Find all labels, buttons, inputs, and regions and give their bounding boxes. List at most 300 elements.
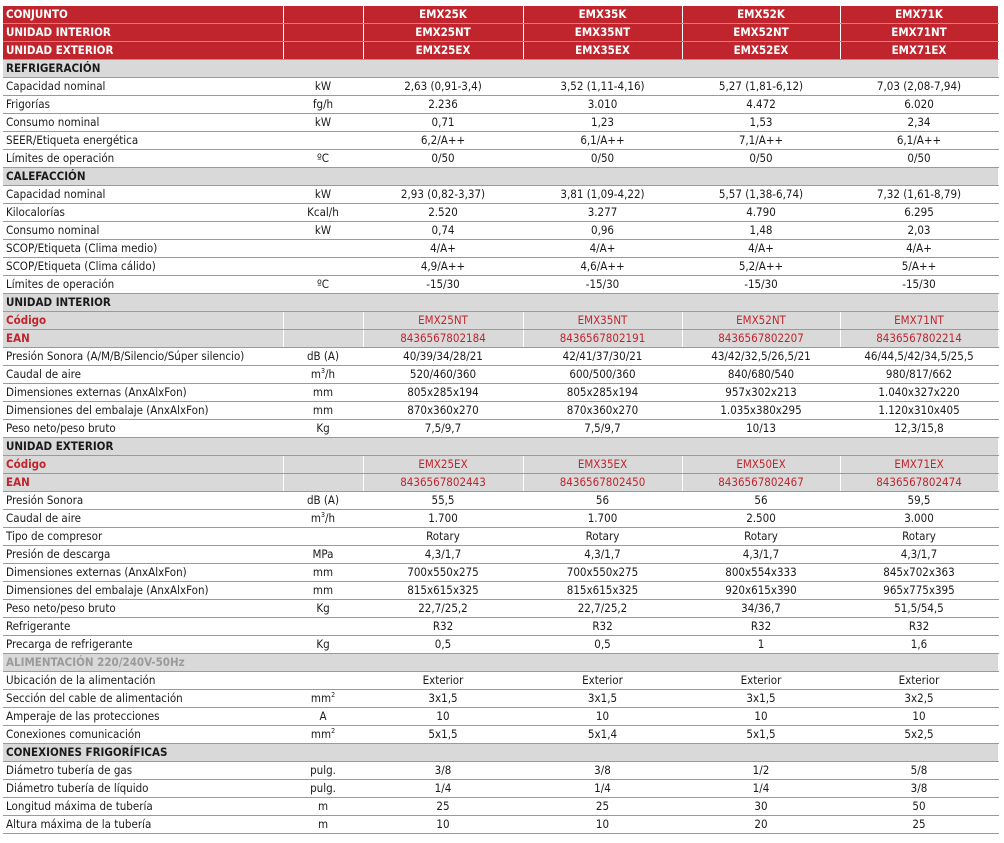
spec-unit — [283, 690, 363, 708]
spec-row — [3, 726, 998, 744]
spec-row — [3, 132, 998, 150]
spec-value: 10 — [363, 708, 523, 726]
spec-value: 0/50 — [840, 150, 998, 168]
spec-value: 5x2,5 — [840, 726, 998, 744]
spec-value: -15/30 — [523, 276, 682, 294]
unit-text: dB (A) — [306, 349, 340, 363]
spec-unit — [283, 348, 363, 366]
header-unit-cell — [283, 42, 363, 60]
spec-row — [3, 510, 998, 528]
unit-text: Kg — [316, 637, 330, 651]
spec-unit — [283, 204, 363, 222]
unit-text: mm — [312, 565, 334, 579]
spec-row — [3, 762, 998, 780]
spec-value: 56 — [682, 492, 840, 510]
unit-suffix: /h — [325, 367, 336, 381]
model-name: EMX71EX — [840, 42, 998, 60]
spec-value: 6,2/A++ — [363, 132, 523, 150]
spec-value: 30 — [682, 798, 840, 816]
spec-value: 4/A+ — [682, 240, 840, 258]
ean-code: 8436567802191 — [523, 330, 682, 348]
unit-superscript: 3 — [321, 511, 326, 520]
spec-value: 10 — [523, 816, 682, 834]
spec-value: 22,7/25,2 — [523, 600, 682, 618]
spec-value: -15/30 — [363, 276, 523, 294]
spec-table — [3, 6, 999, 834]
spec-unit — [283, 798, 363, 816]
spec-value: 6,1/A++ — [840, 132, 998, 150]
spec-value: 7,1/A++ — [682, 132, 840, 150]
spec-row — [3, 618, 998, 636]
spec-row — [3, 690, 998, 708]
spec-row — [3, 150, 998, 168]
spec-value: 920x615x390 — [682, 582, 840, 600]
unit-text: mm — [312, 583, 334, 597]
spec-value: 46/44,5/42/34,5/25,5 — [840, 348, 998, 366]
spec-value: 2.520 — [363, 204, 523, 222]
spec-label: SCOP/Etiqueta (Clima cálido) — [3, 258, 283, 276]
spec-row — [3, 204, 998, 222]
spec-value: 4,3/1,7 — [682, 546, 840, 564]
spec-value: Rotary — [682, 528, 840, 546]
unit-text: pulg. — [310, 781, 336, 795]
spec-value: 4,3/1,7 — [363, 546, 523, 564]
section-title: CALEFACCIÓN — [3, 168, 998, 186]
spec-value: -15/30 — [840, 276, 998, 294]
spec-value: 1.040x327x220 — [840, 384, 998, 402]
ean-label: EAN — [3, 474, 283, 492]
spec-value: 40/39/34/28/21 — [363, 348, 523, 366]
model-name: EMX35K — [523, 6, 682, 24]
spec-value: 0,71 — [363, 114, 523, 132]
spec-value: R32 — [840, 618, 998, 636]
spec-row — [3, 222, 998, 240]
spec-value: 800x554x333 — [682, 564, 840, 582]
unit-text: m — [317, 817, 329, 831]
spec-value: 10 — [840, 708, 998, 726]
spec-value: 1/4 — [682, 780, 840, 798]
spec-row — [3, 402, 998, 420]
unit-text: mm — [312, 403, 334, 417]
spec-unit — [283, 114, 363, 132]
spec-value: Exterior — [363, 672, 523, 690]
spec-value: 22,7/25,2 — [363, 600, 523, 618]
spec-value: 3,52 (1,11-4,16) — [523, 78, 682, 96]
unit-text: mm — [310, 691, 332, 705]
spec-label: Consumo nominal — [3, 222, 283, 240]
spec-value: 5,27 (1,81-6,12) — [682, 78, 840, 96]
spec-value: 1,48 — [682, 222, 840, 240]
model-name: EMX71NT — [840, 24, 998, 42]
spec-row — [3, 96, 998, 114]
unit-text: Kcal/h — [307, 205, 339, 219]
spec-value: 6.020 — [840, 96, 998, 114]
ean-code: 8436567802184 — [363, 330, 523, 348]
spec-label: Dimensiones del embalaje (AnxAlxFon) — [3, 402, 283, 420]
spec-unit — [283, 150, 363, 168]
spec-value: 51,5/54,5 — [840, 600, 998, 618]
ean-code: 8436567802207 — [682, 330, 840, 348]
spec-unit — [283, 636, 363, 654]
spec-value: 1/2 — [682, 762, 840, 780]
unit-text: m — [317, 799, 329, 813]
spec-value: R32 — [363, 618, 523, 636]
spec-label: Presión Sonora (A/M/B/Silencio/Súper silencio) — [3, 348, 283, 366]
spec-value: 0,5 — [523, 636, 682, 654]
unit-text: pulg. — [310, 763, 336, 777]
ean-label: EAN — [3, 330, 283, 348]
spec-row — [3, 564, 998, 582]
spec-row — [3, 420, 998, 438]
section-title: ALIMENTACIÓN 220/240V-50Hz — [3, 654, 998, 672]
spec-label: Límites de operación — [3, 276, 283, 294]
ean-code: 8436567802467 — [682, 474, 840, 492]
spec-unit — [283, 276, 363, 294]
spec-row — [3, 384, 998, 402]
spec-value: 5/A++ — [840, 258, 998, 276]
spec-value: 805x285x194 — [523, 384, 682, 402]
spec-unit — [283, 780, 363, 798]
spec-value: 600/500/360 — [523, 366, 682, 384]
spec-value: 3/8 — [523, 762, 682, 780]
spec-value: 0,5 — [363, 636, 523, 654]
spec-label: Diámetro tubería de líquido — [3, 780, 283, 798]
spec-value: 4,6/A++ — [523, 258, 682, 276]
spec-value: 20 — [682, 816, 840, 834]
spec-label: Presión Sonora — [3, 492, 283, 510]
header-row — [3, 6, 998, 24]
unit-text: m — [310, 511, 322, 525]
spec-value: 1.700 — [363, 510, 523, 528]
spec-value: 965x775x395 — [840, 582, 998, 600]
spec-row — [3, 780, 998, 798]
spec-unit — [283, 564, 363, 582]
spec-row — [3, 240, 998, 258]
spec-value: 2.236 — [363, 96, 523, 114]
spec-value: 3/8 — [363, 762, 523, 780]
model-name: EMX52NT — [682, 24, 840, 42]
spec-row — [3, 582, 998, 600]
spec-row — [3, 600, 998, 618]
model-name: EMX25EX — [363, 42, 523, 60]
spec-value: 870x360x270 — [363, 402, 523, 420]
unit-text: kW — [314, 223, 332, 237]
spec-value: 5,2/A++ — [682, 258, 840, 276]
spec-value: 4,3/1,7 — [840, 546, 998, 564]
spec-value: 4/A+ — [840, 240, 998, 258]
spec-value: 2,03 — [840, 222, 998, 240]
ean-code: 8436567802450 — [523, 474, 682, 492]
spec-value: 1,6 — [840, 636, 998, 654]
spec-label: Longitud máxima de tubería — [3, 798, 283, 816]
spec-value: Rotary — [523, 528, 682, 546]
spec-value: 2,34 — [840, 114, 998, 132]
spec-value: 1.035x380x295 — [682, 402, 840, 420]
model-name: EMX52EX — [682, 42, 840, 60]
code-label: Código — [3, 312, 283, 330]
spec-row — [3, 186, 998, 204]
model-name: EMX35NT — [523, 24, 682, 42]
ean-unit-cell — [283, 330, 363, 348]
spec-value: 1/4 — [363, 780, 523, 798]
spec-value: 957x302x213 — [682, 384, 840, 402]
spec-unit — [283, 366, 363, 384]
model-name: EMX25NT — [363, 24, 523, 42]
spec-label: Kilocalorías — [3, 204, 283, 222]
spec-value: 0/50 — [523, 150, 682, 168]
spec-value: 3x1,5 — [363, 690, 523, 708]
spec-value: 55,5 — [363, 492, 523, 510]
spec-unit — [283, 816, 363, 834]
product-code: EMX71NT — [840, 312, 998, 330]
spec-value: 520/460/360 — [363, 366, 523, 384]
spec-row — [3, 114, 998, 132]
unit-superscript: 3 — [321, 367, 326, 376]
product-code: EMX25EX — [363, 456, 523, 474]
spec-unit — [283, 132, 363, 150]
unit-text: kW — [314, 115, 332, 129]
spec-row — [3, 528, 998, 546]
spec-value: Rotary — [363, 528, 523, 546]
spec-value: 815x615x325 — [523, 582, 682, 600]
model-name: EMX35EX — [523, 42, 682, 60]
spec-value: 840/680/540 — [682, 366, 840, 384]
spec-value: 4,3/1,7 — [523, 546, 682, 564]
spec-value: 7,32 (1,61-8,79) — [840, 186, 998, 204]
spec-value: 5,57 (1,38-6,74) — [682, 186, 840, 204]
spec-row — [3, 672, 998, 690]
spec-value: 10 — [363, 816, 523, 834]
spec-label: Altura máxima de la tubería — [3, 816, 283, 834]
ean-code: 8436567802443 — [363, 474, 523, 492]
product-code: EMX35NT — [523, 312, 682, 330]
ean-code: 8436567802474 — [840, 474, 998, 492]
spec-value: 56 — [523, 492, 682, 510]
spec-value: 4,9/A++ — [363, 258, 523, 276]
spec-unit — [283, 618, 363, 636]
spec-row — [3, 816, 998, 834]
spec-value: 3x2,5 — [840, 690, 998, 708]
code-row — [3, 456, 998, 474]
spec-unit — [283, 492, 363, 510]
unit-text: kW — [314, 187, 332, 201]
unit-suffix: /h — [325, 511, 336, 525]
spec-value: 1,23 — [523, 114, 682, 132]
spec-value: 1 — [682, 636, 840, 654]
ean-row — [3, 330, 998, 348]
spec-value: 3,81 (1,09-4,22) — [523, 186, 682, 204]
header-unit-cell — [283, 24, 363, 42]
spec-unit — [283, 222, 363, 240]
spec-value: Exterior — [840, 672, 998, 690]
spec-value: 3x1,5 — [682, 690, 840, 708]
spec-row — [3, 798, 998, 816]
spec-unit — [283, 510, 363, 528]
spec-value: 1,53 — [682, 114, 840, 132]
spec-label: Conexiones comunicación — [3, 726, 283, 744]
spec-row — [3, 78, 998, 96]
spec-unit — [283, 582, 363, 600]
spec-label: SEER/Etiqueta energética — [3, 132, 283, 150]
unit-text: mm — [310, 727, 332, 741]
spec-value: 12,3/15,8 — [840, 420, 998, 438]
spec-label: Refrigerante — [3, 618, 283, 636]
spec-value: 10 — [523, 708, 682, 726]
section-header — [3, 294, 998, 312]
spec-row — [3, 492, 998, 510]
spec-label: Caudal de aire — [3, 510, 283, 528]
section-header — [3, 60, 998, 78]
spec-value: 10/13 — [682, 420, 840, 438]
spec-label: Dimensiones externas (AnxAlxFon) — [3, 564, 283, 582]
spec-row — [3, 708, 998, 726]
unit-text: fg/h — [312, 97, 334, 111]
spec-value: 2,93 (0,82-3,37) — [363, 186, 523, 204]
unit-text: Kg — [316, 421, 330, 435]
spec-label: Sección del cable de alimentación — [3, 690, 283, 708]
spec-label: Dimensiones externas (AnxAlxFon) — [3, 384, 283, 402]
spec-value: Exterior — [682, 672, 840, 690]
product-code: EMX35EX — [523, 456, 682, 474]
header-label: CONJUNTO — [3, 6, 283, 24]
spec-value: 6.295 — [840, 204, 998, 222]
section-header — [3, 654, 998, 672]
spec-value: Rotary — [840, 528, 998, 546]
spec-value: 5x1,5 — [363, 726, 523, 744]
product-code: EMX25NT — [363, 312, 523, 330]
spec-value: 2,63 (0,91-3,4) — [363, 78, 523, 96]
code-unit-cell — [283, 312, 363, 330]
spec-value: 1.120x310x405 — [840, 402, 998, 420]
spec-row — [3, 348, 998, 366]
header-label: UNIDAD EXTERIOR — [3, 42, 283, 60]
spec-unit — [283, 384, 363, 402]
ean-unit-cell — [283, 474, 363, 492]
unit-text: ºC — [316, 151, 330, 165]
spec-label: SCOP/Etiqueta (Clima medio) — [3, 240, 283, 258]
section-title: UNIDAD EXTERIOR — [3, 438, 998, 456]
spec-value: 3.277 — [523, 204, 682, 222]
ean-row — [3, 474, 998, 492]
spec-value: 700x550x275 — [523, 564, 682, 582]
spec-value: 0,74 — [363, 222, 523, 240]
spec-value: 700x550x275 — [363, 564, 523, 582]
spec-label: Frigorías — [3, 96, 283, 114]
spec-unit — [283, 420, 363, 438]
unit-text: m — [310, 367, 322, 381]
spec-value: 845x702x363 — [840, 564, 998, 582]
section-title: REFRIGERACIÓN — [3, 60, 998, 78]
spec-value: 3.010 — [523, 96, 682, 114]
spec-row — [3, 366, 998, 384]
spec-unit — [283, 240, 363, 258]
model-name: EMX71K — [840, 6, 998, 24]
spec-value: 805x285x194 — [363, 384, 523, 402]
spec-value: 980/817/662 — [840, 366, 998, 384]
spec-unit — [283, 258, 363, 276]
spec-value: 3x1,5 — [523, 690, 682, 708]
spec-label: Diámetro tubería de gas — [3, 762, 283, 780]
spec-value: 50 — [840, 798, 998, 816]
unit-text: kW — [314, 79, 332, 93]
spec-row — [3, 258, 998, 276]
code-label: Código — [3, 456, 283, 474]
spec-value: -15/30 — [682, 276, 840, 294]
spec-value: 5x1,5 — [682, 726, 840, 744]
spec-row — [3, 276, 998, 294]
spec-unit — [283, 600, 363, 618]
spec-row — [3, 636, 998, 654]
spec-label: Capacidad nominal — [3, 186, 283, 204]
spec-unit — [283, 186, 363, 204]
spec-value: R32 — [523, 618, 682, 636]
spec-value: 59,5 — [840, 492, 998, 510]
header-row — [3, 42, 998, 60]
spec-value: 0/50 — [682, 150, 840, 168]
section-header — [3, 168, 998, 186]
spec-value: 7,5/9,7 — [363, 420, 523, 438]
spec-value: 1/4 — [523, 780, 682, 798]
model-name: EMX25K — [363, 6, 523, 24]
spec-value: 0/50 — [363, 150, 523, 168]
spec-value: 7,5/9,7 — [523, 420, 682, 438]
spec-value: 815x615x325 — [363, 582, 523, 600]
spec-label: Capacidad nominal — [3, 78, 283, 96]
spec-unit — [283, 546, 363, 564]
unit-superscript: 2 — [331, 691, 336, 700]
spec-value: 25 — [523, 798, 682, 816]
spec-value: 1.700 — [523, 510, 682, 528]
unit-text: mm — [312, 385, 334, 399]
spec-label: Consumo nominal — [3, 114, 283, 132]
code-row — [3, 312, 998, 330]
spec-value: 25 — [840, 816, 998, 834]
header-row — [3, 24, 998, 42]
spec-value: 34/36,7 — [682, 600, 840, 618]
spec-value: 4.472 — [682, 96, 840, 114]
spec-value: 2.500 — [682, 510, 840, 528]
spec-value: R32 — [682, 618, 840, 636]
spec-value: 10 — [682, 708, 840, 726]
spec-label: Tipo de compresor — [3, 528, 283, 546]
section-title: UNIDAD INTERIOR — [3, 294, 998, 312]
spec-label: Límites de operación — [3, 150, 283, 168]
section-header — [3, 438, 998, 456]
spec-value: Exterior — [523, 672, 682, 690]
product-code: EMX52NT — [682, 312, 840, 330]
unit-text: MPa — [312, 547, 334, 561]
spec-label: Peso neto/peso bruto — [3, 420, 283, 438]
spec-unit — [283, 726, 363, 744]
spec-unit — [283, 402, 363, 420]
spec-value: 4.790 — [682, 204, 840, 222]
spec-value: 42/41/37/30/21 — [523, 348, 682, 366]
section-header — [3, 744, 998, 762]
spec-value: 5/8 — [840, 762, 998, 780]
spec-unit — [283, 672, 363, 690]
spec-label: Amperaje de las protecciones — [3, 708, 283, 726]
spec-label: Presión de descarga — [3, 546, 283, 564]
model-name: EMX52K — [682, 6, 840, 24]
spec-unit — [283, 96, 363, 114]
spec-value: 4/A+ — [363, 240, 523, 258]
spec-row — [3, 546, 998, 564]
spec-unit — [283, 528, 363, 546]
product-code: EMX50EX — [682, 456, 840, 474]
spec-unit — [283, 78, 363, 96]
spec-value: 6,1/A++ — [523, 132, 682, 150]
header-unit-cell — [283, 6, 363, 24]
